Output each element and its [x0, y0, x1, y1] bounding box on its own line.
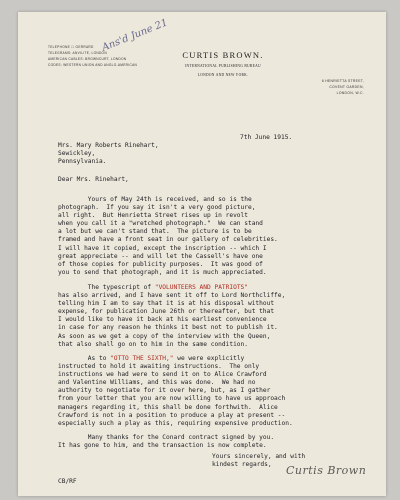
paragraph-photograph: Yours of May 24th is received, and so is the photograph. If you say it isn't a very good picture, all right. But Henrietta Street rises up in revolt when you call it a "wretched photograph." We can stand a lot but we can't stand that. The picture is to be framed and have a front seat in our gallery of celebrities. I will have it copied, except the inscription -- which I great appreciate -- and will let the Cassell's have one of those copies for publicity purposes. It was good of you to send that photograph, and it is much appreciated. — [58, 196, 278, 276]
recipient-state: Pennsylvania. — [58, 158, 107, 166]
paragraph-otto — [58, 355, 293, 428]
letterhead-telephone: TELEPHONE ☐ GERRARD — [48, 45, 94, 49]
company-name: CURTIS BROWN. — [182, 50, 264, 60]
title-otto-the-sixth: "OTTO THE SIXTH," — [110, 355, 174, 362]
paragraph-typescript-body: has also arrived, and I have sent it off to Lord Northcliffe, telling him I am to say that it is at his disposal without expense, for publication June 26th or thereafter, but that I would like to have it back at his earliest convenience in case for any reason he thinks it best not to publish it. As soon as we get a copy of the interview with the Queen, that also shall go on to him in the same condition. — [58, 292, 286, 348]
recipient-name: Mrs. Mary Roberts Rinehart, — [58, 142, 159, 149]
letterhead-company-block — [168, 50, 278, 78]
letterhead-codes: CODES: WESTERN UNION AND ANGLO-AMERICAN — [48, 63, 138, 67]
title-volunteers-and-patriots: "VOLUNTEERS AND PATRIOTS" — [154, 284, 248, 291]
handwritten-answered-note: Ans'd June 21 — [100, 17, 170, 54]
reference-initials: CB/RF — [58, 478, 77, 485]
paragraph-conard-contract: Many thanks for the Conard contract signed by you. It has gone to him, and the transaction is now complete. — [58, 434, 275, 450]
paragraph-otto-body: we were explicitly instructed to hold it awaiting instructions. The only instructions we had were to send it on to Alice Crawford and Valentine Williams, and this was done. We had no authority to negotiate for it over here, but, as I gather from your letter that you are now willing to have us approach managers regarding it, this shall be done forthwith. Alice Crawford is not in a position to produce a play at present -- especially such a play as this, requiring expensive production. — [58, 355, 293, 427]
recipient-town: Sewickley, — [58, 150, 96, 158]
closing-line-1: Yours sincerely, and with — [212, 453, 306, 460]
paragraph-typescript — [58, 284, 285, 349]
letterhead-cables: AMERICAN CABLES: BROWNCURT, LONDON — [48, 57, 127, 61]
address-street: 6 HENRIETTA STREET, — [321, 79, 364, 83]
company-cities: LONDON AND NEW YORK. — [197, 73, 249, 77]
salutation: Dear Mrs. Rinehart, — [58, 176, 129, 183]
letterhead-telegrams: TELEGRAMS: ANVILITE, LONDON — [48, 51, 107, 55]
letter-sheet — [18, 12, 386, 496]
recipient-address — [58, 142, 159, 166]
letterhead-contact-block — [48, 44, 137, 68]
letter-date: 7th June 1915. — [240, 134, 293, 141]
company-tagline: INTERNATIONAL PUBLISHING BUREAU — [185, 64, 261, 68]
letterhead-address-block — [300, 78, 364, 96]
address-district: COVENT GARDEN, — [329, 85, 364, 89]
signature: Curtis Brown — [286, 464, 367, 477]
paragraph-typescript-lead: The typescript of — [58, 284, 155, 291]
paragraph-otto-lead: As to — [58, 355, 111, 362]
closing-line-2: kindest regards, — [212, 461, 272, 469]
address-city: LONDON, W.C. — [336, 91, 364, 95]
